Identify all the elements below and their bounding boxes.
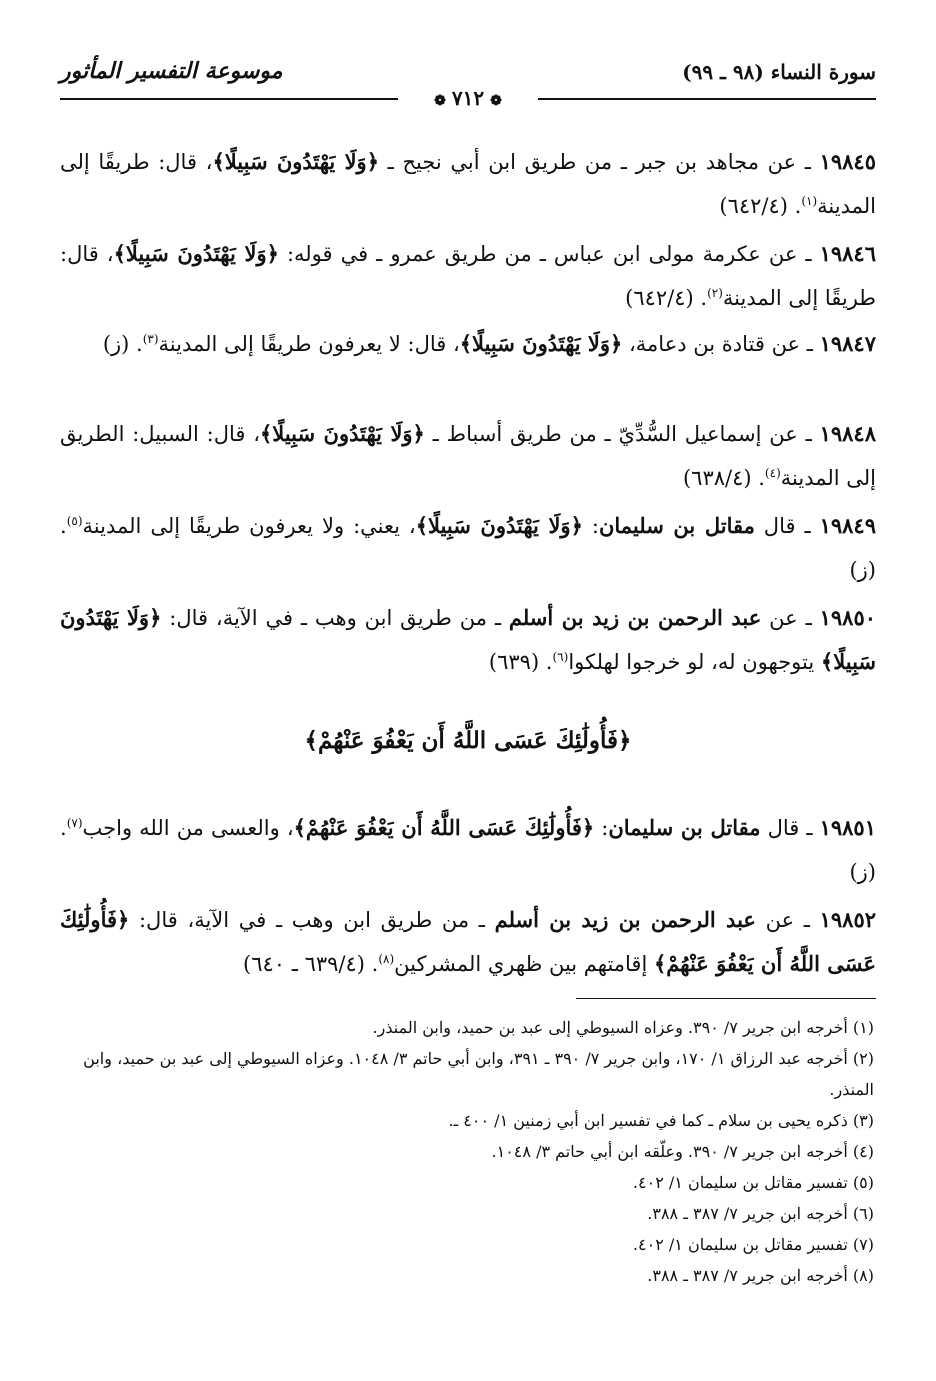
narration-entry	[60, 504, 876, 592]
entry-text: ، قال: طريقًا إلى المدينة	[60, 150, 876, 218]
entry-source: . (٦٣٨/٤)	[682, 466, 765, 490]
entry-source: . (٦٣٩/٤ ـ ٦٤٠)	[243, 952, 379, 976]
footnote-ref[interactable]: (٦)	[552, 650, 569, 664]
entry-chain: ـ عن	[761, 606, 820, 630]
narrator-name: مقاتل بن سليمان	[598, 513, 755, 538]
narrator-name: عبد الرحمن بن زيد بن أسلم	[508, 605, 762, 630]
footnote-ref[interactable]: (٨)	[378, 952, 395, 966]
footnote: (٨) أخرجه ابن جرير ٧/ ٣٨٧ ـ ٣٨٨.	[647, 1266, 874, 1285]
entry-chain-cont: :	[594, 816, 609, 840]
narrator-name: عبد الرحمن بن زيد بن أسلم	[494, 907, 756, 932]
quran-verse: ﴿فَأُولَٰئِكَ عَسَى اللَّهُ أَن يَعْفُوَ عَنْهُمْ﴾	[293, 815, 595, 840]
book-title: موسوعة التفسير المأثور	[60, 58, 283, 84]
footnote: (٢) أخرجه عبد الرزاق ١/ ١٧٠، وابن جرير ٧/ ٣٩٠ ـ ٣٩١، وابن أبي حاتم ٣/ ١٠٤٨. وعزاه السيوطي إلى عبد بن حميد، وابن المنذر.	[83, 1049, 874, 1099]
page-number-box	[60, 86, 876, 110]
entry-chain: ـ عن إسماعيل السُّدِّيّ ـ من طريق أسباط ـ	[424, 422, 820, 446]
entry-source: . (ز)	[60, 514, 876, 582]
entry-source: . (٦٣٩)	[488, 650, 553, 674]
entry-number: ١٩٨٤٦	[819, 241, 876, 266]
entry-number: ١٩٨٥٠	[819, 605, 877, 630]
entry-chain: ـ عن قتادة بن دعامة،	[622, 332, 820, 356]
footnote: (٧) تفسير مقاتل بن سليمان ١/ ٤٠٢.	[632, 1235, 874, 1254]
quran-verse: ﴿وَلَا يَهْتَدُونَ سَبِيلًا﴾	[60, 605, 876, 674]
ornament-icon: ❁	[490, 93, 502, 109]
entry-chain-cont: ـ من طريق ابن وهب ـ في الآية، قال:	[129, 908, 495, 932]
entry-text: ، قال: لا يعرفون طريقًا إلى المدينة	[158, 332, 460, 356]
entry-number: ١٩٨٤٧	[819, 331, 876, 356]
page-header	[60, 58, 876, 110]
narration-entry	[60, 898, 876, 986]
entry-text: ، قال: طريقًا إلى المدينة	[60, 242, 876, 310]
surah-title: سورة النساء (٩٨ ـ ٩٩)	[682, 60, 876, 84]
narration-entry	[60, 412, 876, 500]
footnote-ref[interactable]: (٧)	[66, 816, 83, 830]
entry-source: . (٦٤٢/٤)	[625, 286, 708, 310]
entry-source: . (ز)	[102, 332, 143, 356]
narration-entry	[60, 140, 876, 228]
entry-chain: ـ عن عكرمة مولى ابن عباس ـ من طريق عمرو ـ في قوله:	[278, 242, 820, 266]
page-number: ٧١٢	[451, 86, 485, 110]
narration-entry	[60, 232, 876, 320]
entry-text: ، يعني: ولا يعرفون طريقًا إلى المدينة	[82, 514, 416, 538]
entry-chain: ـ عن	[755, 908, 820, 932]
footnote-ref[interactable]: (٣)	[142, 332, 159, 346]
entry-text: يتوجهون له، لو خرجوا لهلكوا	[568, 650, 821, 674]
entry-number: ١٩٨٤٥	[819, 149, 876, 174]
quran-verse: ﴿وَلَا يَهْتَدُونَ سَبِيلًا﴾	[260, 421, 425, 446]
entry-number: ١٩٨٤٨	[819, 421, 876, 446]
entry-number: ١٩٨٥١	[819, 815, 876, 840]
entry-source: . (٦٤٢/٤)	[719, 194, 802, 218]
narrator-name: مقاتل بن سليمان	[608, 815, 761, 840]
footnotes	[60, 1012, 876, 1291]
entry-number: ١٩٨٤٩	[819, 513, 876, 538]
footnote: (٤) أخرجه ابن جرير ٧/ ٣٩٠. وعلّقه ابن أبي حاتم ٣/ ١٠٤٨.	[491, 1142, 874, 1161]
footnote: (٦) أخرجه ابن جرير ٧/ ٣٨٧ ـ ٣٨٨.	[647, 1204, 874, 1223]
quran-verse: ﴿وَلَا يَهْتَدُونَ سَبِيلًا﴾	[113, 241, 279, 266]
entry-text: إقامتهم بين ظهري المشركين	[394, 952, 654, 976]
ornament-icon: ❁	[434, 93, 446, 109]
entry-chain: ـ قال	[760, 816, 820, 840]
footnote: (٥) تفسير مقاتل بن سليمان ١/ ٤٠٢.	[632, 1173, 874, 1192]
entry-text: ، والعسى من الله واجب	[82, 816, 294, 840]
page	[60, 0, 876, 1381]
footnote: (٣) ذكره يحيى بن سلام ـ كما في تفسير ابن أبي زمنين ١/ ٤٠٠ ـ.	[448, 1111, 874, 1130]
entry-chain: ـ قال	[754, 514, 820, 538]
footnote-ref[interactable]: (١)	[801, 194, 818, 208]
quran-verse: ﴿وَلَا يَهْتَدُونَ سَبِيلًا﴾	[212, 149, 379, 174]
entry-text: ، قال: السبيل: الطريق إلى المدينة	[60, 422, 876, 490]
entry-chain: ـ عن مجاهد بن جبر ـ من طريق ابن أبي نجيح ـ	[379, 150, 820, 174]
narration-entry	[60, 596, 876, 684]
entry-chain-cont: :	[582, 514, 599, 538]
footnote-separator	[576, 998, 876, 999]
footnote-ref[interactable]: (٤)	[764, 466, 781, 480]
entry-source: . (ز)	[60, 816, 876, 884]
footnote-ref[interactable]: (٢)	[707, 286, 723, 300]
entry-chain-cont: ـ من طريق ابن وهب ـ في الآية، قال:	[161, 606, 509, 630]
quran-verse: ﴿فَأُولَٰئِكَ عَسَى اللَّهُ أَن يَعْفُوَ عَنْهُمْ﴾	[60, 907, 876, 976]
narration-entry	[60, 806, 876, 894]
narration-entry	[60, 322, 876, 366]
footnote-ref[interactable]: (٥)	[66, 514, 83, 528]
quran-verse: ﴿وَلَا يَهْتَدُونَ سَبِيلًا﴾	[459, 331, 623, 356]
entry-number: ١٩٨٥٢	[819, 907, 877, 932]
footnote: (١) أخرجه ابن جرير ٧/ ٣٩٠. وعزاه السيوطي إلى عبد بن حميد، وابن المنذر.	[372, 1018, 874, 1037]
quran-verse: ﴿وَلَا يَهْتَدُونَ سَبِيلًا﴾	[415, 513, 583, 538]
verse-heading: ﴿فَأُولَٰئِكَ عَسَى اللَّهُ أَن يَعْفُوَ عَنْهُمْ﴾	[304, 727, 632, 754]
